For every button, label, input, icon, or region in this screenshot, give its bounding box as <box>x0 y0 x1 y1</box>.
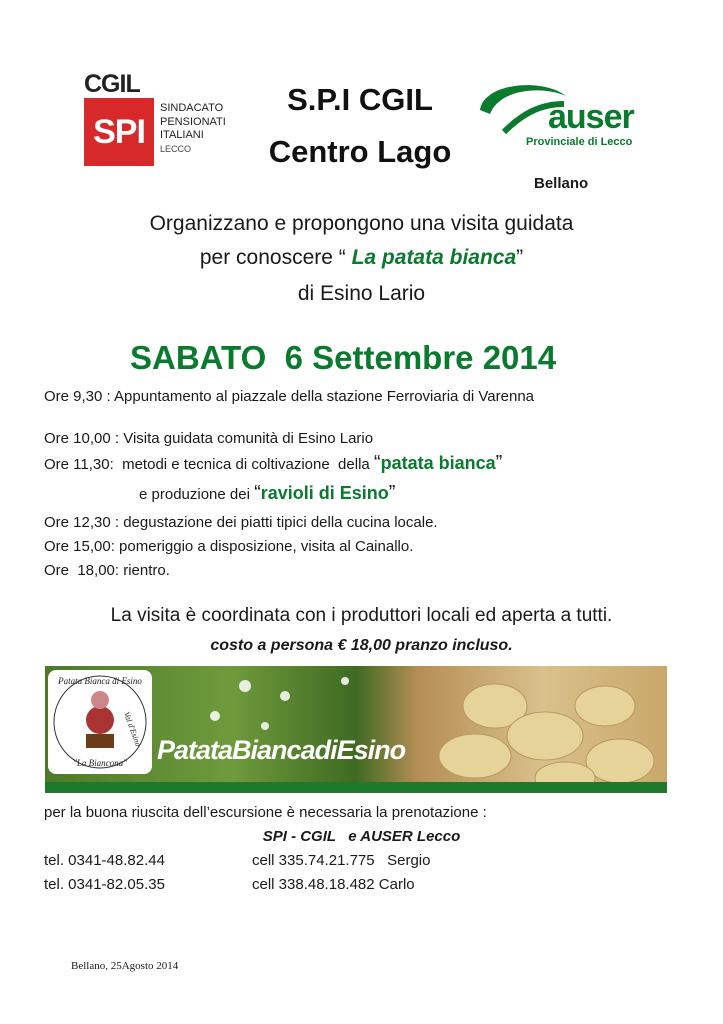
svg-text:Val d'Esino: Val d'Esino <box>121 710 143 748</box>
event-date: SABATO 6 Settembre 2014 <box>130 339 557 376</box>
intro-line-2: per conoscere “ La patata bianca” <box>199 246 524 269</box>
date-note: Bellano, 25Agosto 2014 <box>71 960 179 972</box>
seal-icon <box>48 670 152 774</box>
cgil-logo-word: CGIL <box>84 70 140 98</box>
location-label: Bellano <box>534 175 589 192</box>
patata-bianca-seal <box>48 670 152 774</box>
title-line-1: S.P.I CGIL <box>287 82 433 117</box>
auser-logo-sub: Provinciale di Lecco <box>526 136 633 148</box>
title-line-2: Centro Lago <box>268 134 452 169</box>
booking-orgs: SPI - CGIL e AUSER Lecco <box>262 828 461 845</box>
schedule-line-7: Ore 18,00: rientro. <box>44 562 170 579</box>
intro-line-3: di Esino Lario <box>297 282 426 305</box>
booking-intro: per la buona riuscita dell’escursione è necessaria la prenotazione : <box>44 804 487 821</box>
schedule-line-6: Ore 15,00: pomeriggio a disposizione, visita al Cainallo. <box>44 538 414 555</box>
schedule-line-3: Ore 11,30: metodi e tecnica di coltivazione della “patata bianca” <box>44 452 503 474</box>
booking-cell-2: cell 338.48.18.482 Carlo <box>252 876 415 893</box>
svg-text:Patata Bianca di Esino: Patata Bianca di Esino <box>58 676 142 686</box>
banner-green-bar <box>45 782 667 793</box>
schedule-line-2: Ore 10,00 : Visita guidata comunità di Esino Lario <box>44 430 374 447</box>
schedule-line-1: Ore 9,30 : Appuntamento al piazzale della stazione Ferroviaria di Varenna <box>44 388 535 405</box>
spi-line-4: LECCO <box>160 143 192 154</box>
auser-logo-word: auser <box>548 98 634 136</box>
booking-cell-1: cell 335.74.21.775 Sergio <box>252 852 431 869</box>
spi-logo-box: SPI <box>84 98 154 166</box>
booking-tel-2: tel. 0341-82.05.35 <box>44 876 165 893</box>
spi-line-1: SINDACATO <box>160 102 224 114</box>
booking-tel-1: tel. 0341-48.82.44 <box>44 852 165 869</box>
schedule-line-4: e produzione dei “ravioli di Esino” <box>139 482 396 504</box>
banner-title: PatataBiancadiEsino <box>157 735 406 765</box>
svg-text:"La Biancona": "La Biancona" <box>73 758 127 768</box>
cost-note: costo a persona € 18,00 pranzo incluso. <box>210 637 513 654</box>
schedule-line-5: Ore 12,30 : degustazione dei piatti tipici della cucina locale. <box>44 514 438 531</box>
intro-line-1: Organizzano e propongono una visita guidata <box>149 212 574 235</box>
spi-line-3: ITALIANI <box>160 129 204 141</box>
spi-line-2: PENSIONATI <box>160 115 226 128</box>
visit-note: La visita è coordinata con i produttori locali ed aperta a tutti. <box>110 605 613 626</box>
